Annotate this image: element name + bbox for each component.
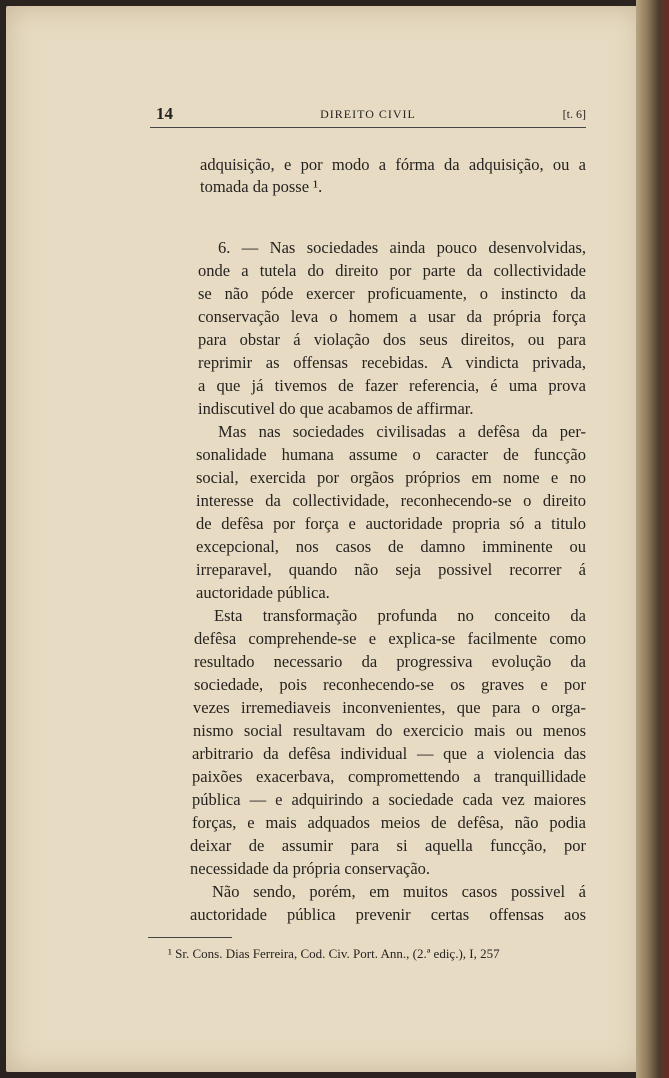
footnote: ¹ Sr. Cons. Dias Ferreira, Cod. Civ. Port. Ann., (2.ª ediç.), I, 257	[168, 946, 500, 961]
body-line: tomada da posse ¹.	[200, 177, 323, 196]
body-line: resultado necessario da progressiva evolução da	[194, 652, 586, 671]
body-line: indiscutivel do que acabamos de affirmar.	[198, 399, 474, 418]
body-line: deixar de assumir para si aquella funcção, por	[190, 836, 586, 855]
header-rule	[150, 127, 586, 128]
body-line: conservação leva o homem a usar da própria força	[198, 307, 586, 326]
body-line: forças, e mais adquados meios de defêsa, não podia	[192, 813, 586, 832]
body-line: 6. — Nas sociedades ainda pouco desenvolvidas,	[218, 238, 586, 257]
body-line: a que já tivemos de fazer referencia, é uma prova	[198, 376, 586, 395]
body-line: excepcional, nos casos de damno imminente ou	[196, 537, 586, 556]
body-line: nismo social resultavam do exercicio mais ou menos	[193, 721, 586, 740]
section-ref: [t. 6]	[562, 107, 586, 121]
page-number: 14	[156, 104, 173, 123]
body-line: reprimir as offensas recebidas. A vindicta privada,	[198, 353, 586, 372]
body-line: se não póde exercer proficuamente, o instincto da	[198, 284, 586, 303]
body-line: onde a tutela do direito por parte da collectividade	[198, 261, 586, 280]
footnote-rule	[148, 937, 232, 938]
body-line: auctoridade pública.	[196, 583, 330, 602]
body-line: irreparavel, quando não seja possivel recorrer á	[196, 560, 586, 579]
body-line: social, exercida por orgãos próprios em nome e no	[196, 468, 586, 487]
body-line: defêsa comprehende-se e explica-se facilmente como	[194, 629, 586, 648]
body-line: para obstar á violação dos seus direitos, ou para	[198, 330, 586, 349]
body-line: de defêsa por força e auctoridade propria só a titulo	[196, 514, 586, 533]
body-line: sociedade, pois reconhecendo-se os graves e por	[194, 675, 586, 694]
body-line: pública — e adquirindo a sociedade cada vez maiores	[192, 790, 586, 809]
body-line: Mas nas sociedades civilisadas a defêsa da per-	[218, 422, 586, 441]
body-line: Esta transformação profunda no conceito da	[214, 606, 586, 625]
body-line: paixões exacerbava, compromettendo a tranquillidade	[192, 767, 586, 786]
body-line: necessidade da própria conservação.	[190, 859, 431, 878]
body-line: vezes irremediaveis inconvenientes, que para o orga-	[193, 698, 586, 717]
book-spine	[636, 0, 669, 1078]
body-line: sonalidade humana assume o caracter de funcção	[196, 445, 586, 464]
body-line: arbitrario da defêsa individual — que a violencia das	[192, 744, 586, 763]
running-head: DIREITO CIVIL	[320, 107, 416, 121]
body-line: auctoridade pública prevenir certas offensas aos	[190, 905, 586, 924]
body-line: interesse da collectividade, reconhecendo-se o direito	[196, 491, 586, 510]
body-line: adquisição, e por modo a fórma da adquisição, ou a	[200, 155, 586, 174]
page-header	[150, 104, 586, 126]
body-line: Não sendo, porém, em muitos casos possivel á	[212, 882, 586, 901]
